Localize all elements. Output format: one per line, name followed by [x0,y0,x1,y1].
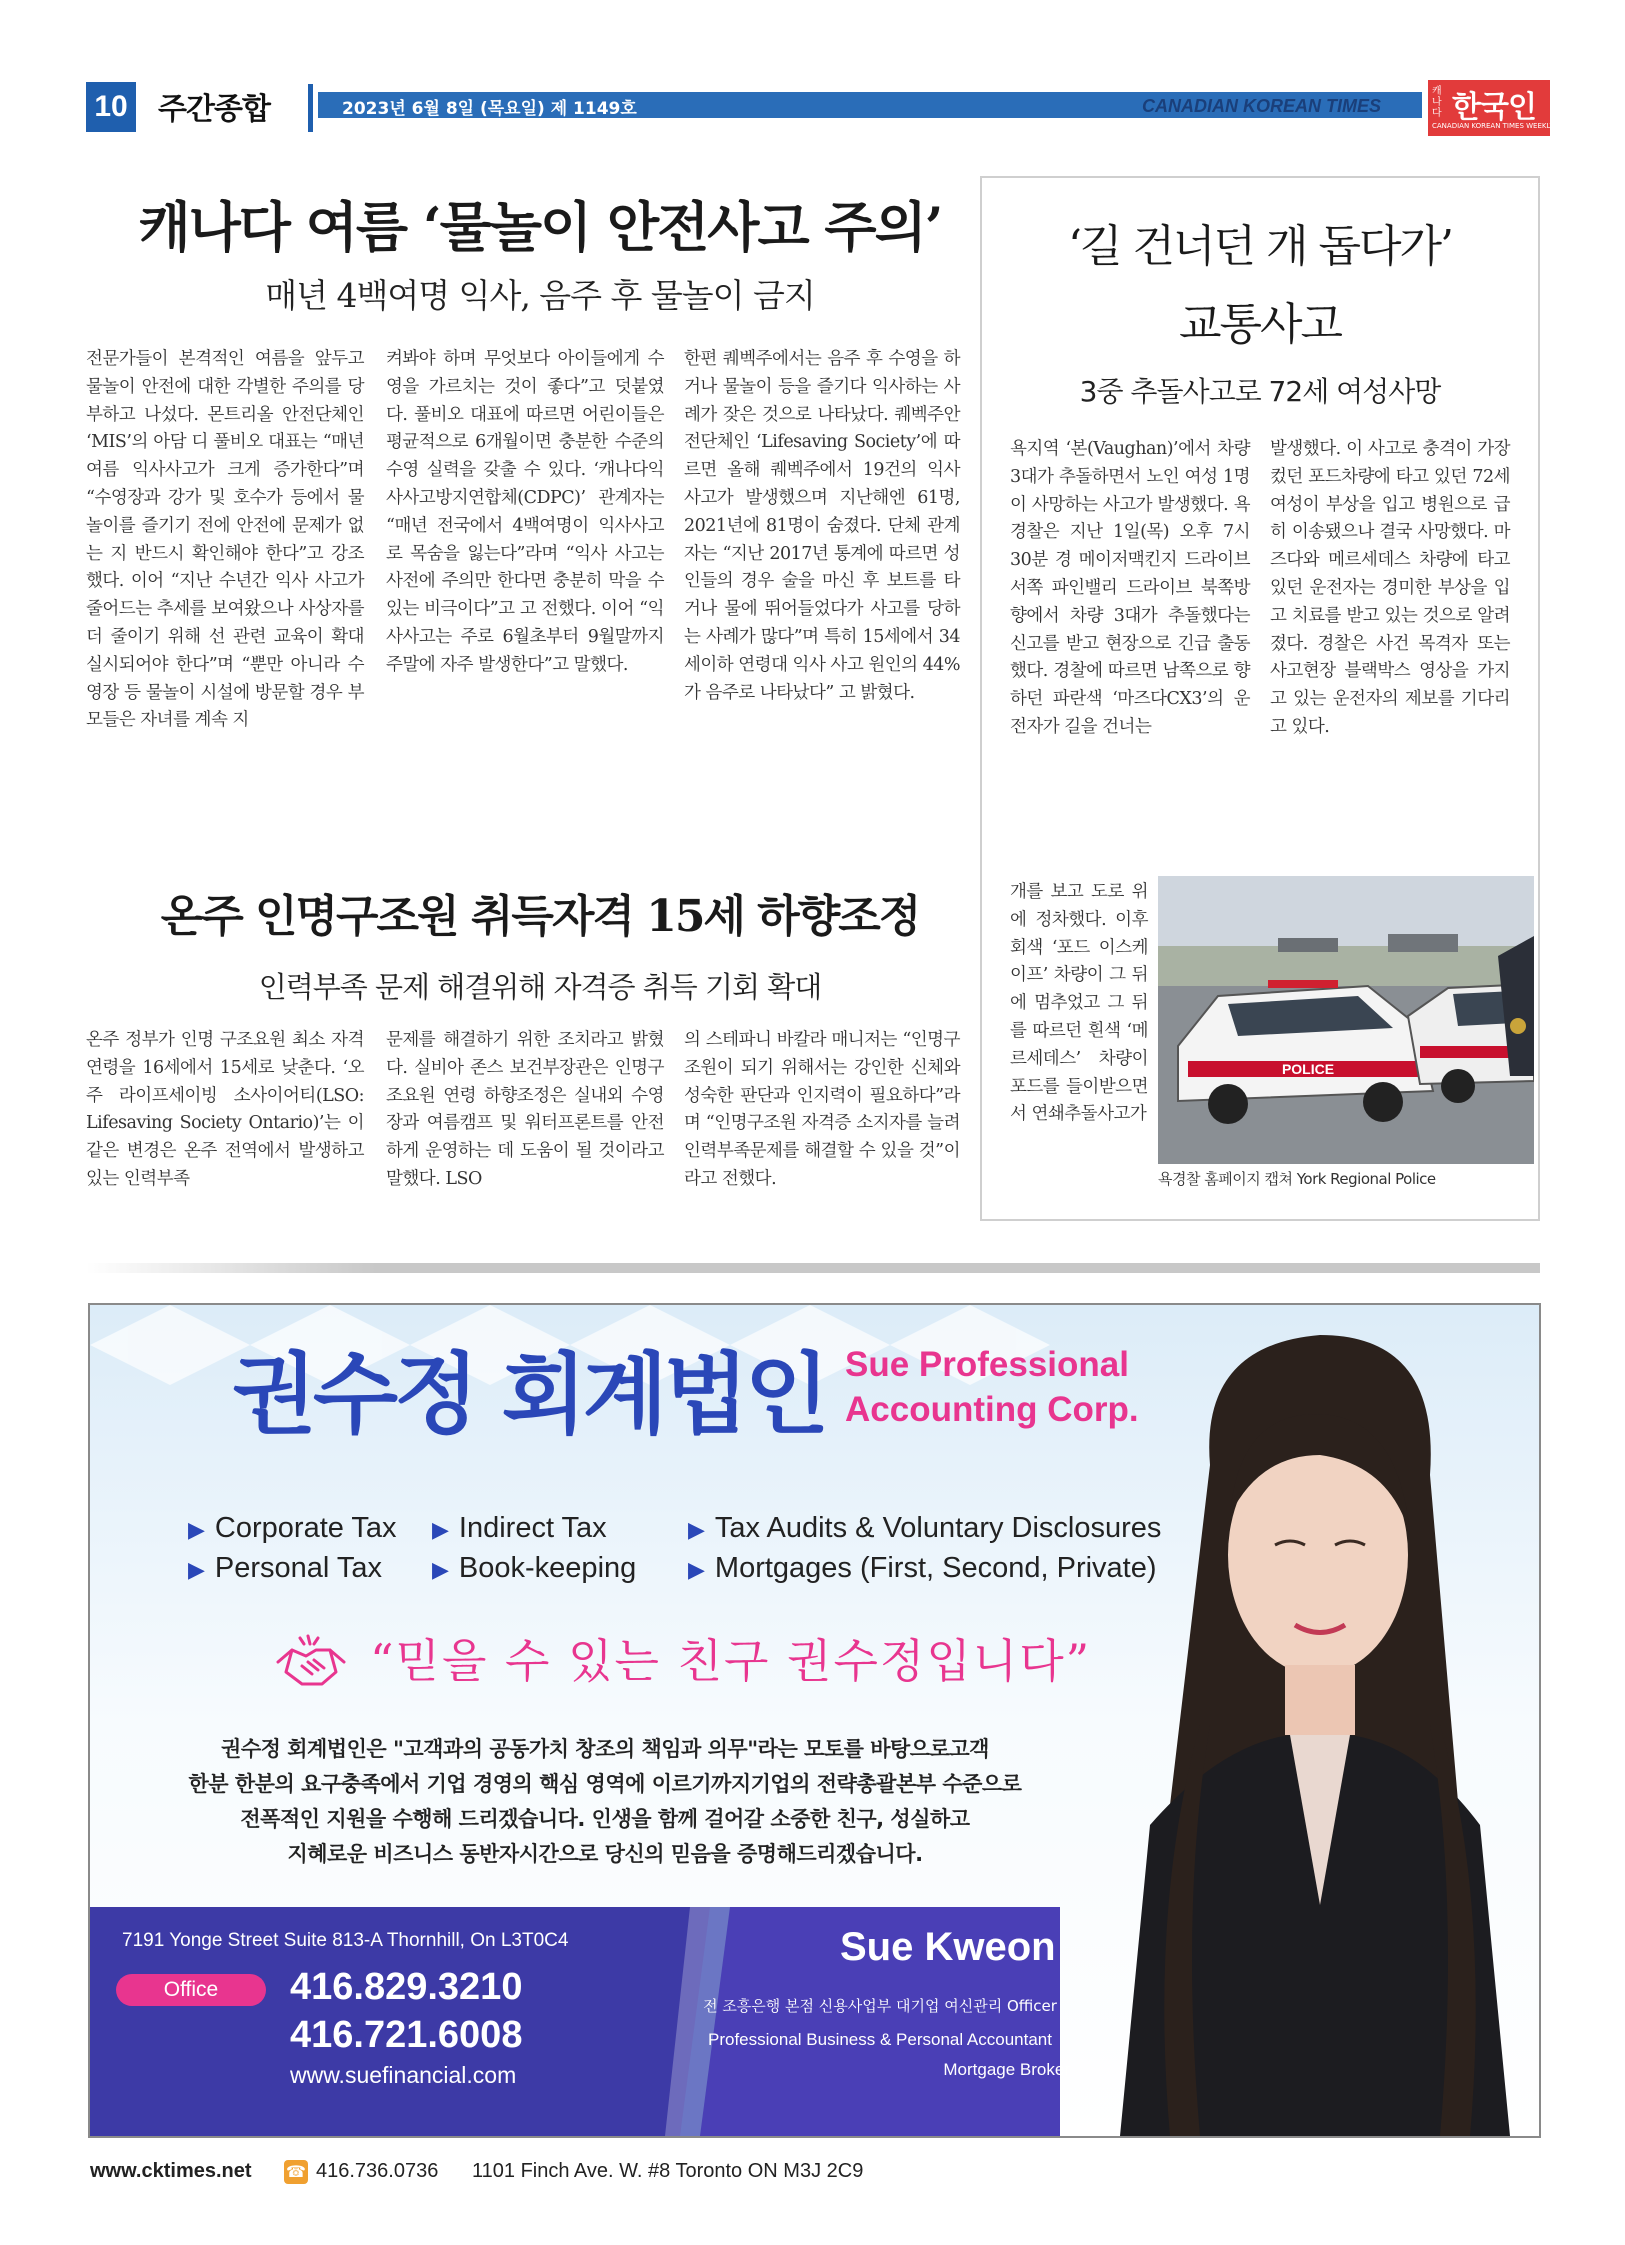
ad-slogan: “믿을 수 있는 친구 권수정입니다” [370,1634,1092,1688]
ad-body-line: 한분 한분의 요구충족에서 기업 경영의 핵심 영역에 이르기까지기업의 전략총괄본부 수준으로 [188,1772,1022,1796]
accountant-credential: Professional Business & Personal Accountant [708,2030,1052,2049]
footer-phone[interactable]: 416.736.0736 [316,2160,439,2182]
section-title: 주간종합 [158,92,270,127]
ad-body-line: 전폭적인 지원을 수행해 드리겠습니다. 인생을 함께 걸어갈 소중한 친구, 성실하고 [240,1807,970,1831]
article-subheadline: 3중 추돌사고로 72세 여성사망 [1079,375,1441,408]
article-headline: 캐나다 여름 ‘물놀이 안전사고 주의’ [138,195,942,259]
footer-website[interactable]: www.cktimes.net [90,2160,252,2182]
service-label: Personal Tax [214,1552,383,1584]
article-headline: 교통사고 [1178,299,1341,350]
service-item [432,1512,607,1545]
ad-company-name-en: Accounting Corp. [845,1390,1139,1429]
newspaper-logo [1428,80,1554,136]
ad-company-name-en: Sue Professional [845,1345,1129,1384]
article-subheadline: 매년 4백여명 익사, 음주 후 물놀이 금지 [265,276,815,315]
article-subheadline: 인력부족 문제 해결위해 자격증 취득 기회 확대 [258,970,822,1004]
article-column: 발생했다. 이 사고로 충격이 가장 컸던 포드차량에 타고 있던 72세 여성이 부상을 입고 병원으로 급히 이송됐으나 결국 사망했다. 마즈다와 메르세데스 차량에 타고 있던 운전자는 경미한 부상을 입고 치료를 받고 있는 것으로 알려졌다. 경찰은 사건 목격자 또는 사고현장 블랙박스 영상을 가지고 있는 운전자의 제보를 기다리고 있다. [1270,439,1510,737]
article-column: 켜봐야 하며 무엇보다 아이들에게 수영을 가르치는 것이 좋다”고 덧붙였다. 풀비오 대표에 따르면 어린이들은 평균적으로 6개월이면 충분한 수준의 수영 실력을 갖출 수 있다. ‘캐나다익사사고방지연합체(CDPC)’ 관계자는 “매년 전국에서 4백여명이 익사사고로 목숨을 잃는다”라며 “익사 사고는 사전에 주의만 한다면 충분히 막을 수 있는 비극이다”고 고 전했다. 이어 “익사사고는 주로 6월초부터 9월말까지 주말에 자주 발생한다”고 말했다. [386,349,664,675]
triangle-bullet-icon: ▶ [688,1517,705,1542]
ad-body-line: 지혜로운 비즈니스 동반자시간으로 당신의 믿음을 증명해드리겠습니다. [287,1842,923,1866]
handshake-icon [272,1632,350,1692]
office-phone[interactable]: 416.721.6008 [290,2014,523,2056]
section-separator [86,1263,1540,1273]
logo-side-text: 캐나다 [1432,86,1442,119]
article-column: 의 스테파니 바칼라 매니저는 “인명구조원이 되기 위해서는 강인한 신체와 성숙한 판단과 인지력이 필요하다”라며 “인명구조원 자격증 소지자를 늘려 인력부족문제를 해결할 수 있을 것”이라고 전했다. [684,1030,960,1189]
ad-website-link[interactable]: www.suefinancial.com [290,2062,517,2088]
service-item [432,1552,636,1585]
service-label: Tax Audits & Voluntary Disclosures [714,1512,1162,1544]
accountant-portrait [1060,1305,1539,2136]
issue-date: 2023년 6월 8일 (목요일) 제 1149호 [342,99,637,119]
logo-sub-text: CANADIAN KOREAN TIMES WEEKLY [1432,122,1554,130]
photo-caption: 욕경찰 홈페이지 캡쳐 York Regional Police [1158,1170,1436,1188]
brand-name-en: CANADIAN KOREAN TIMES [1142,96,1382,116]
page-number: 10 [86,82,136,132]
triangle-bullet-icon: ▶ [432,1557,449,1582]
triangle-bullet-icon: ▶ [688,1557,705,1582]
service-item [188,1512,397,1545]
triangle-bullet-icon: ▶ [188,1557,205,1582]
office-address: 7191 Yonge Street Suite 813-A Thornhill, On L3T0C4 [122,1930,569,1951]
service-label: Corporate Tax [214,1512,397,1544]
logo-main-text: 한국인 [1452,90,1536,125]
ad-body-line: 권수정 회계법인은 "고객과의 공동가치 창조의 책임과 의무"라는 모토를 바탕으로고객 [221,1737,989,1761]
police-car-image [1158,876,1534,1164]
accountant-credential: Mortgage Broker [943,2060,1070,2079]
article-column: 개를 보고 도로 위에 정차했다. 이후 회색 ‘포드 이스케이프’ 차량이 그 뒤에 멈추었고 그 뒤를 따르던 흰색 ‘메르세데스’ 차량이 포드를 들이받으면서 연쇄추돌사고가 [1010,882,1148,1125]
office-phone[interactable]: 416.829.3210 [290,1966,523,2008]
accountant-name: Sue Kweon [840,1925,1056,1969]
accountant-credential: 전 조흥은행 본점 신용사업부 대기업 여신관리 Officer [703,1997,1057,2015]
service-label: Book-keeping [458,1552,637,1584]
article-column: 문제를 해결하기 위한 조치라고 밝혔다. 실비아 존스 보건부장관은 인명구조요원 연령 하향조정은 실내외 수영장과 여름캠프 및 워터프론트를 안전하게 운영하는 데 도움이 될 것이라고 말했다. LSO [386,1030,664,1189]
article-headline: 온주 인명구조원 취득자격 15세 하향조정 [160,891,920,942]
service-label: Indirect Tax [458,1512,607,1544]
footer-address: 1101 Finch Ave. W. #8 Toronto ON M3J 2C9 [472,2160,864,2182]
header-divider [308,84,313,132]
ad-company-name-ko: 권수정 회계법인 [232,1343,826,1446]
article-column: 욕지역 ‘본(Vaughan)’에서 차량 3대가 추돌하면서 노인 여성 1명이 사망하는 사고가 발생했다. 욕경찰은 지난 1일(목) 오후 7시 30분 경 메이저맥킨지 드라이브 서쪽 파인밸리 드라이브 북쪽방향에서 차량 3대가 추돌했다는 신고를 받고 현장으로 긴급 출동했다. 경찰에 따르면 남쪽으로 향하던 파란색 ‘마즈다CX3’의 운전자가 길을 건너는 [1010,439,1250,737]
article-column: 한편 퀘벡주에서는 음주 후 수영을 하거나 물놀이 등을 즐기다 익사하는 사례가 잦은 것으로 나타났다. 퀘벡주안전단체인 ‘Lifesaving Society’에 따르면 올해 퀘벡주에서 19건의 익사 사고가 발생했으며 지난해엔 61명, 2021년에 81명이 숨졌다. 단체 관계자는 “지난 2017년 통계에 따르면 성인들의 경우 술을 마신 후 보트를 타거나 물에 뛰어들었다가 사고를 당하는 사례가 많다”며 특히 15세에서 34세이하 연령대 익사 사고 원인의 44%가 음주로 나타났다” 고 밝혔다. [684,349,960,703]
triangle-bullet-icon: ▶ [188,1517,205,1542]
office-label-badge: Office [116,1974,266,2006]
service-label: Mortgages (First, Second, Private) [714,1552,1157,1584]
article-headline: ‘길 건너던 개 돕다가’ [1068,221,1452,272]
accident-photo [1158,876,1534,1164]
service-item [188,1552,382,1585]
triangle-bullet-icon: ▶ [432,1517,449,1542]
article-column: 전문가들이 본격적인 여름을 앞두고 물놀이 안전에 대한 각별한 주의를 당부하고 나섰다. 몬트리올 안전단체인 ‘MIS’의 아담 디 풀비오 대표는 “매년 여름 익사사고가 크게 증가한다”며 “수영장과 강가 및 호수가 등에서 물놀이를 즐기기 전에 안전에 문제가 없는 지 반드시 확인해야 한다”고 강조했다. 이어 “지난 수년간 익사 사고가 줄어드는 추세를 보여왔으나 사상자를 더 줄이기 위해 선 관련 교육이 확대 실시되어야 한다”며 “뿐만 아니라 수영장 등 물놀이 시설에 방문할 경우 부모들은 자녀를 계속 지 [86,349,364,731]
police-car-lettering: POLICE [1281,1061,1335,1077]
article-column: 온주 정부가 인명 구조요원 최소 자격연령을 16세에서 15세로 낮춘다. ‘오주 라이프세이빙 소사이어티(LSO: Lifesaving Society Ontario)’는 이같은 변경은 온주 전역에서 발생하고 있는 인력부족 [86,1030,364,1189]
phone-icon: ☎ [284,2160,308,2184]
